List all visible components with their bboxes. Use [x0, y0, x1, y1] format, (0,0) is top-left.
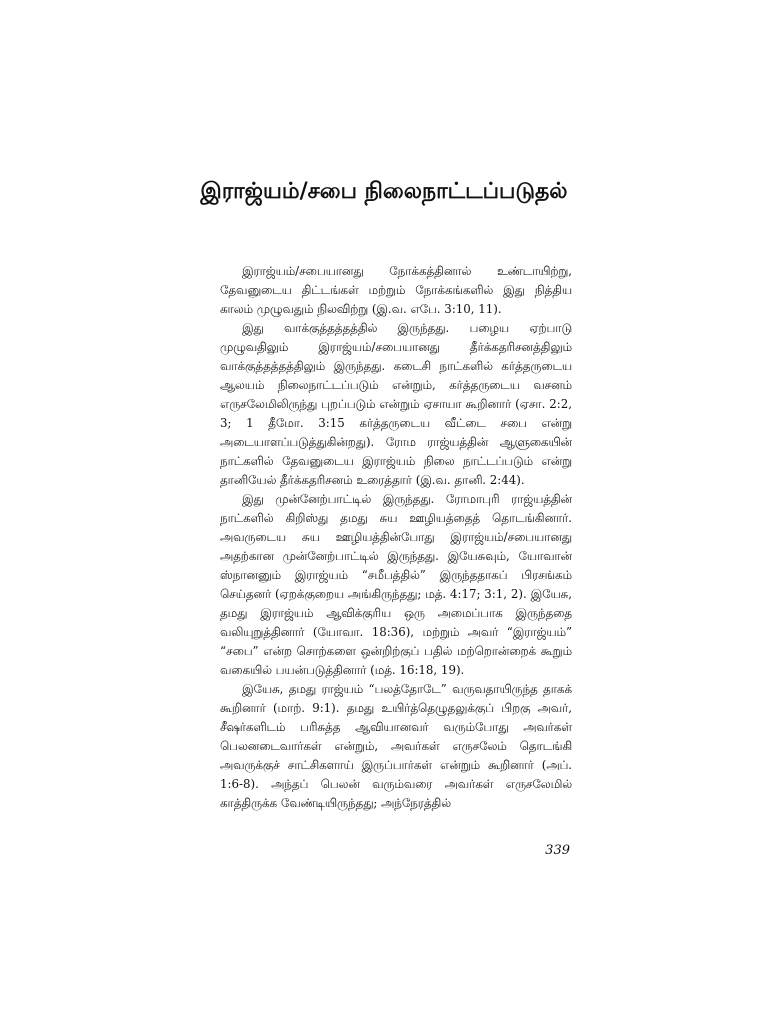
paragraph-2: இது வாக்குத்தத்தத்தில் இருந்தது. பழைய ஏற்பாடு முழுவதிலும் இராஜ்யம்/சபையானது தீர்க்கதரிசனத்திலும் வாக்குத்தத்தத்திலும் இருந்தது. கடைசி நாட்களில் கர்த்தருடைய ஆலயம் நிலைநாட்டப்படும் என்றும், கர்த்தருடைய வசனம் எருசலேமிலிருந்து புறப்படும் என்றும் ஏசாயா கூறினார் (ஏசா. 2:2, 3; 1 தீமோ. 3:15 கர்த்தருடைய வீட்டை சபை என்று அடையாளப்படுத்துகின்றது). ரோம ராஜ்யத்தின் ஆளுகையின் நாட்களில் தேவனுடைய இராஜ்யம் நிலை நாட்டப்படும் என்று தானியேல் தீர்க்கதரிசனம் உரைத்தார் (இ.வ. தானி. 2:44). — [220, 321, 572, 487]
page-number: 339 — [545, 843, 570, 858]
paragraph-4: இயேசு, தமது ராஜ்யம் “பலத்தோடே” வருவதாயிருந்த தாகக் கூறினார் (மாற். 9:1). தமது உயிர்த்தெழுதலுக்குப் பிறகு அவர், சீஷர்களிடம் பரிசுத்த ஆவியானவர் வரும்போது அவர்கள் பெலனடைவார்கள் என்றும், அவர்கள் எருசலேம் தொடங்கி அவருக்குச் சாட்சிகளாய் இருப்பார்கள் என்றும் கூறினார் (அப். 1:6-8). அந்தப் பெலன் வரும்வரை அவர்கள் எருசலேமில் காத்திருக்க வேண்டியிருந்தது; அந்நேரத்தில் — [220, 682, 572, 810]
body-text — [220, 262, 572, 813]
paragraph-3: இது முன்னேற்பாட்டில் இருந்தது. ரோமாபுரி ராஜ்யத்தின் நாட்களில் கிறிஸ்து தமது சுய ஊழியத்தைத் தொடங்கினார். அவருடைய சுய ஊழியத்தின்போது இராஜ்யம்/சபையானது அதற்கான முன்னேற்பாட்டில் இருந்தது. இயேசுவும், யோவான் ஸ்நானனும் இராஜ்யம் “சமீபத்தில்” இருந்ததாகப் பிரசங்கம் செய்தனர் (ஏறக்குறைய அங்கிருந்தது; மத். 4:17; 3:1, 2). இயேசு, தமது இராஜ்யம் ஆவிக்குரிய ஒரு அமைப்பாக இருந்ததை வலியுறுத்தினார் (யோவா. 18:36), மற்றும் அவர் “இராஜ்யம்” “சபை” என்ற சொற்களை ஒன்றிற்குப் பதில் மற்றொன்றைக் கூறும் வகையில் பயன்படுத்தினார் (மத். 16:18, 19). — [220, 492, 572, 677]
chapter-title: இராஜ்யம்/சபை நிலைநாட்டப்படுதல் — [200, 179, 568, 204]
paragraph-1: இராஜ்யம்/சபையானது நோக்கத்தினால் உண்டாயிற்று, தேவனுடைய திட்டங்கள் மற்றும் நோக்கங்களில் இது நித்திய காலம் முழுவதும் நிலவிற்று (இ.வ. எபே. 3:10, 11). — [220, 264, 572, 316]
